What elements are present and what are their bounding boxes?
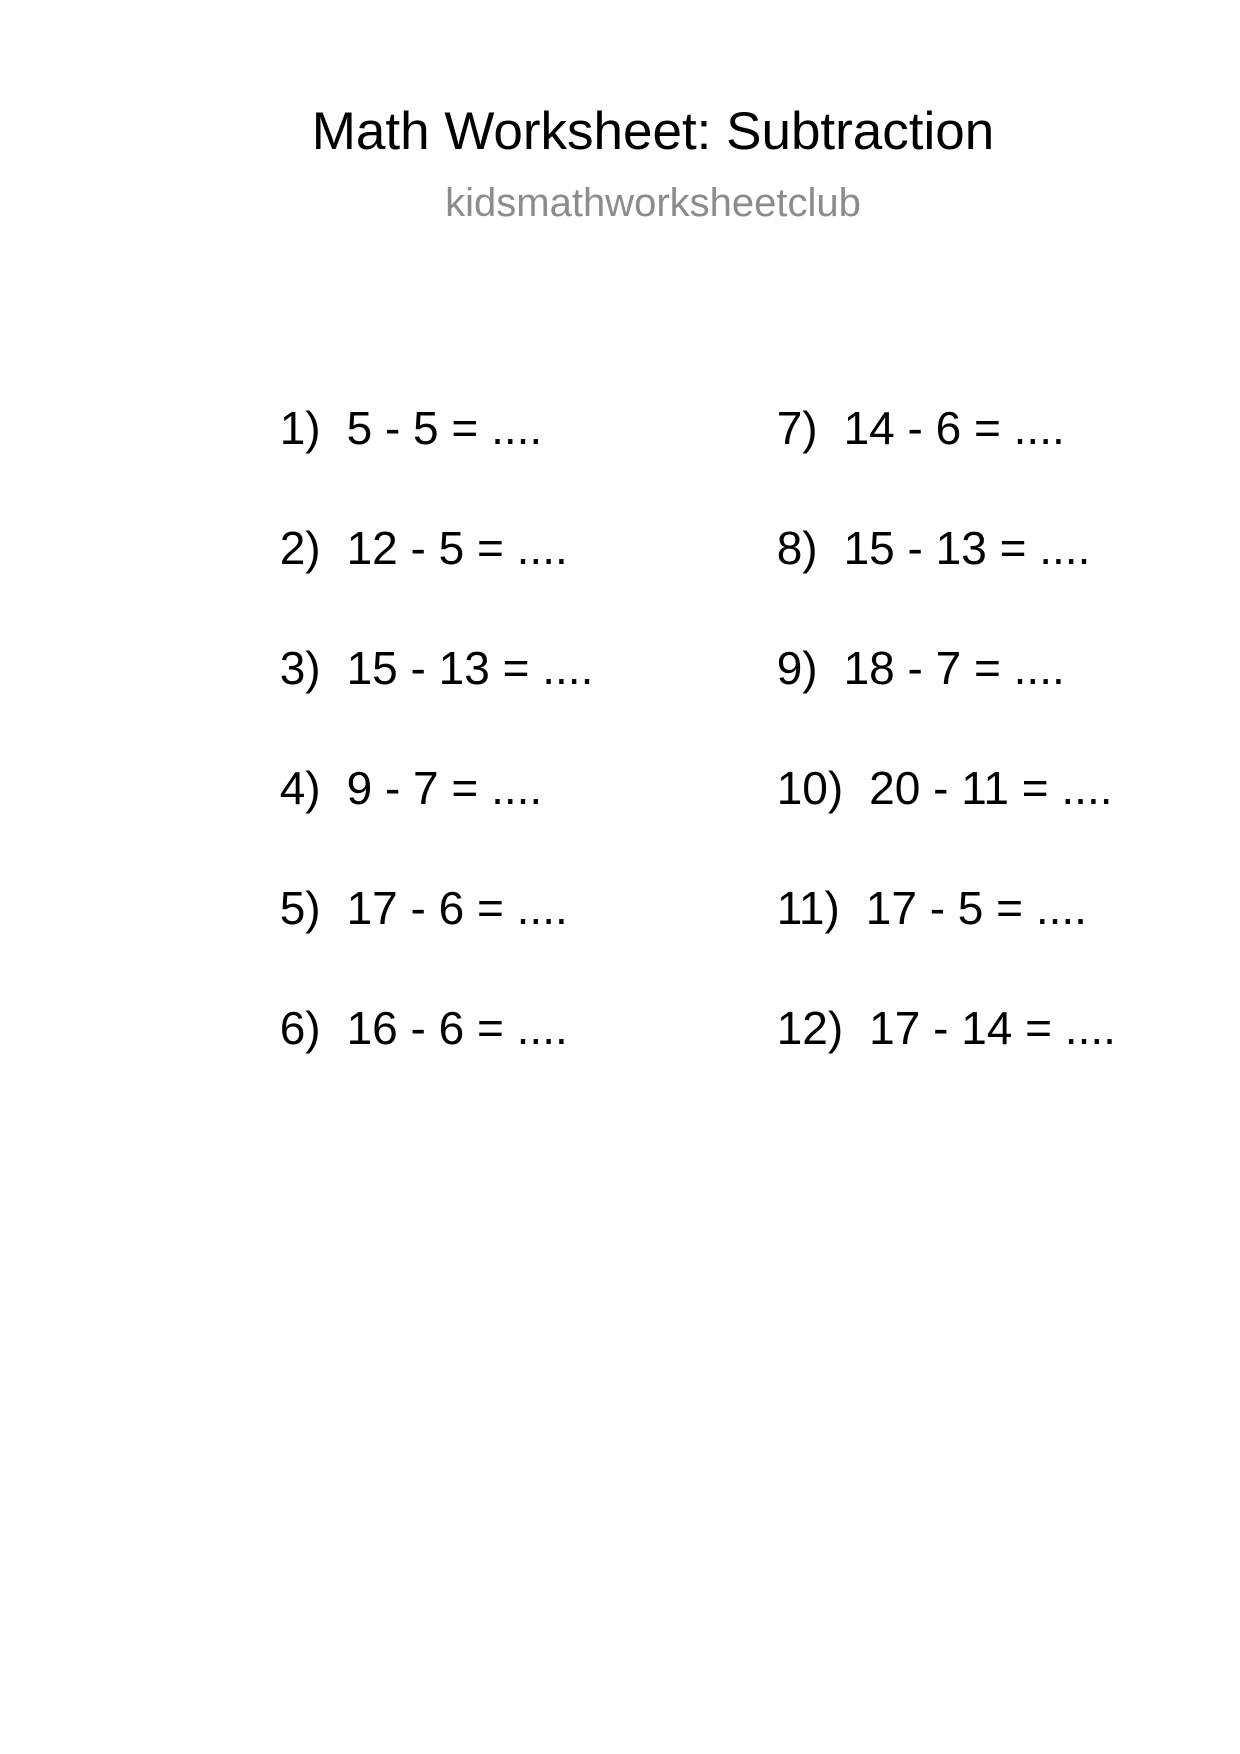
problem-row bbox=[203, 346, 593, 454]
problem-row bbox=[700, 826, 1116, 934]
problem-number: 8) bbox=[776, 522, 818, 574]
page-title: Math Worksheet: Subtraction bbox=[311, 102, 995, 161]
problem-expression: 17 - 6 = .... bbox=[346, 882, 568, 934]
problem-row bbox=[700, 346, 1116, 454]
problem-row bbox=[203, 706, 593, 814]
problem-row bbox=[203, 946, 593, 1054]
problems-left-column bbox=[203, 346, 593, 1066]
problem-number: 2) bbox=[279, 522, 321, 574]
problem-number: 3) bbox=[279, 642, 321, 694]
problem-row bbox=[203, 466, 593, 574]
problem-row bbox=[700, 706, 1116, 814]
problem-number: 11) bbox=[776, 882, 840, 934]
problem-number: 12) bbox=[776, 1002, 844, 1054]
problem-number: 1) bbox=[279, 402, 321, 454]
problem-expression: 18 - 7 = .... bbox=[843, 642, 1065, 694]
problem-number: 7) bbox=[776, 402, 818, 454]
problem-row bbox=[700, 946, 1116, 1054]
problem-expression: 20 - 11 = .... bbox=[869, 762, 1113, 814]
problem-number: 6) bbox=[279, 1002, 321, 1054]
site-name: kidsmathworksheetclub bbox=[445, 181, 861, 225]
problem-row bbox=[203, 826, 593, 934]
problem-expression: 9 - 7 = .... bbox=[346, 762, 543, 814]
problem-row bbox=[203, 586, 594, 694]
problem-number: 4) bbox=[279, 762, 321, 814]
problem-number: 9) bbox=[776, 642, 818, 694]
problem-number: 10) bbox=[776, 762, 844, 814]
problem-expression: 12 - 5 = .... bbox=[346, 522, 568, 574]
problem-expression: 15 - 13 = .... bbox=[843, 522, 1091, 574]
problem-expression: 17 - 5 = .... bbox=[865, 882, 1087, 934]
problems-right-column bbox=[700, 346, 1116, 1066]
problem-row bbox=[700, 466, 1116, 574]
problem-number: 5) bbox=[279, 882, 321, 934]
problem-expression: 15 - 13 = .... bbox=[346, 642, 594, 694]
problem-row bbox=[700, 586, 1116, 694]
problem-expression: 17 - 14 = .... bbox=[869, 1002, 1116, 1054]
problem-expression: 16 - 6 = .... bbox=[346, 1002, 568, 1054]
problem-expression: 14 - 6 = .... bbox=[843, 402, 1065, 454]
problem-expression: 5 - 5 = .... bbox=[346, 402, 543, 454]
